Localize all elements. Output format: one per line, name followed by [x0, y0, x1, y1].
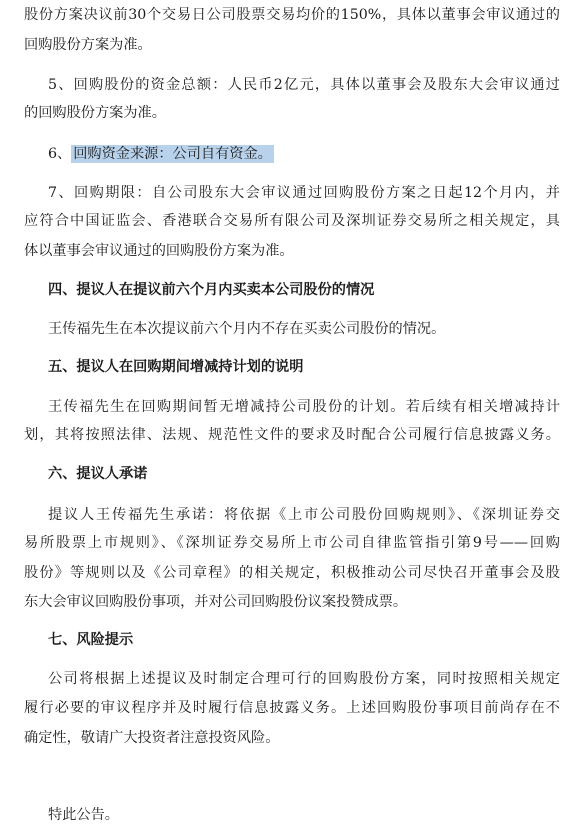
paragraph-line: 的回购股份方案为准。: [24, 105, 166, 121]
paragraph-line: 回购股份方案为准。: [24, 37, 152, 53]
section-heading: 四、提议人在提议前六个月内买卖本公司股份的情况: [48, 282, 375, 298]
paragraph-line: 王传福先生在本次提议前六个月内不存在买卖公司股份的情况。: [48, 321, 446, 337]
paragraph-line: 股份方案决议前30个交易日公司股票交易均价的150%，具体以董事会审议通过的: [24, 7, 560, 23]
paragraph-line: 易所股票上市规则》、《深圳证券交易所上市公司自律监管指引第9号——回购: [24, 535, 560, 551]
paragraph-line: 体以董事会审议通过的回购股份方案为准。: [24, 243, 294, 259]
paragraph-line: 5、回购股份的资金总额：人民币2亿元，具体以董事会及股东大会审议通过: [48, 77, 560, 93]
paragraph-line: 应符合中国证监会、香港联合交易所有限公司及深圳证券交易所之相关规定，具: [24, 213, 560, 229]
section-heading: 五、提议人在回购期间增减持计划的说明: [48, 359, 304, 375]
paragraph-line: 划，其将按照法律、法规、规范性文件的要求及时配合公司履行信息披露义务。: [24, 427, 560, 443]
paragraph-line: 股份》等规则以及《公司章程》的相关规定，积极推动公司尽快召开董事会及股: [24, 565, 560, 581]
text-selection-highlight[interactable]: 回购资金来源：公司自有资金。: [73, 146, 272, 162]
closing-statement: 特此公告。: [48, 807, 119, 823]
paragraph-line: 确定性，敬请广大投资者注意投资风险。: [24, 730, 280, 746]
paragraph-line: 7、回购期限：自公司股东大会审议通过回购股份方案之日起12个月内，并: [48, 185, 560, 201]
paragraph-line: 履行必要的审议程序并及时履行信息披露义务。上述回购股份事项目前尚存在不: [24, 700, 560, 716]
item-number: 6、: [48, 146, 72, 162]
paragraph-line: 公司将根据上述提议及时制定合理可行的回购股份方案，同时按照相关规定: [48, 671, 560, 687]
paragraph-line-selected: [48, 145, 560, 163]
section-heading: 六、提议人承诺: [48, 466, 148, 482]
paragraph-line: 东大会审议回购股份事项，并对公司回购股份议案投赞成票。: [24, 594, 408, 610]
section-heading: 七、风险提示: [48, 632, 134, 648]
paragraph-line: 提议人王传福先生承诺：将依据《上市公司股份回购规则》、《深圳证券交: [48, 507, 560, 523]
paragraph-line: 王传福先生在回购期间暂无增减持公司股份的计划。若后续有相关增减持计: [48, 399, 560, 415]
